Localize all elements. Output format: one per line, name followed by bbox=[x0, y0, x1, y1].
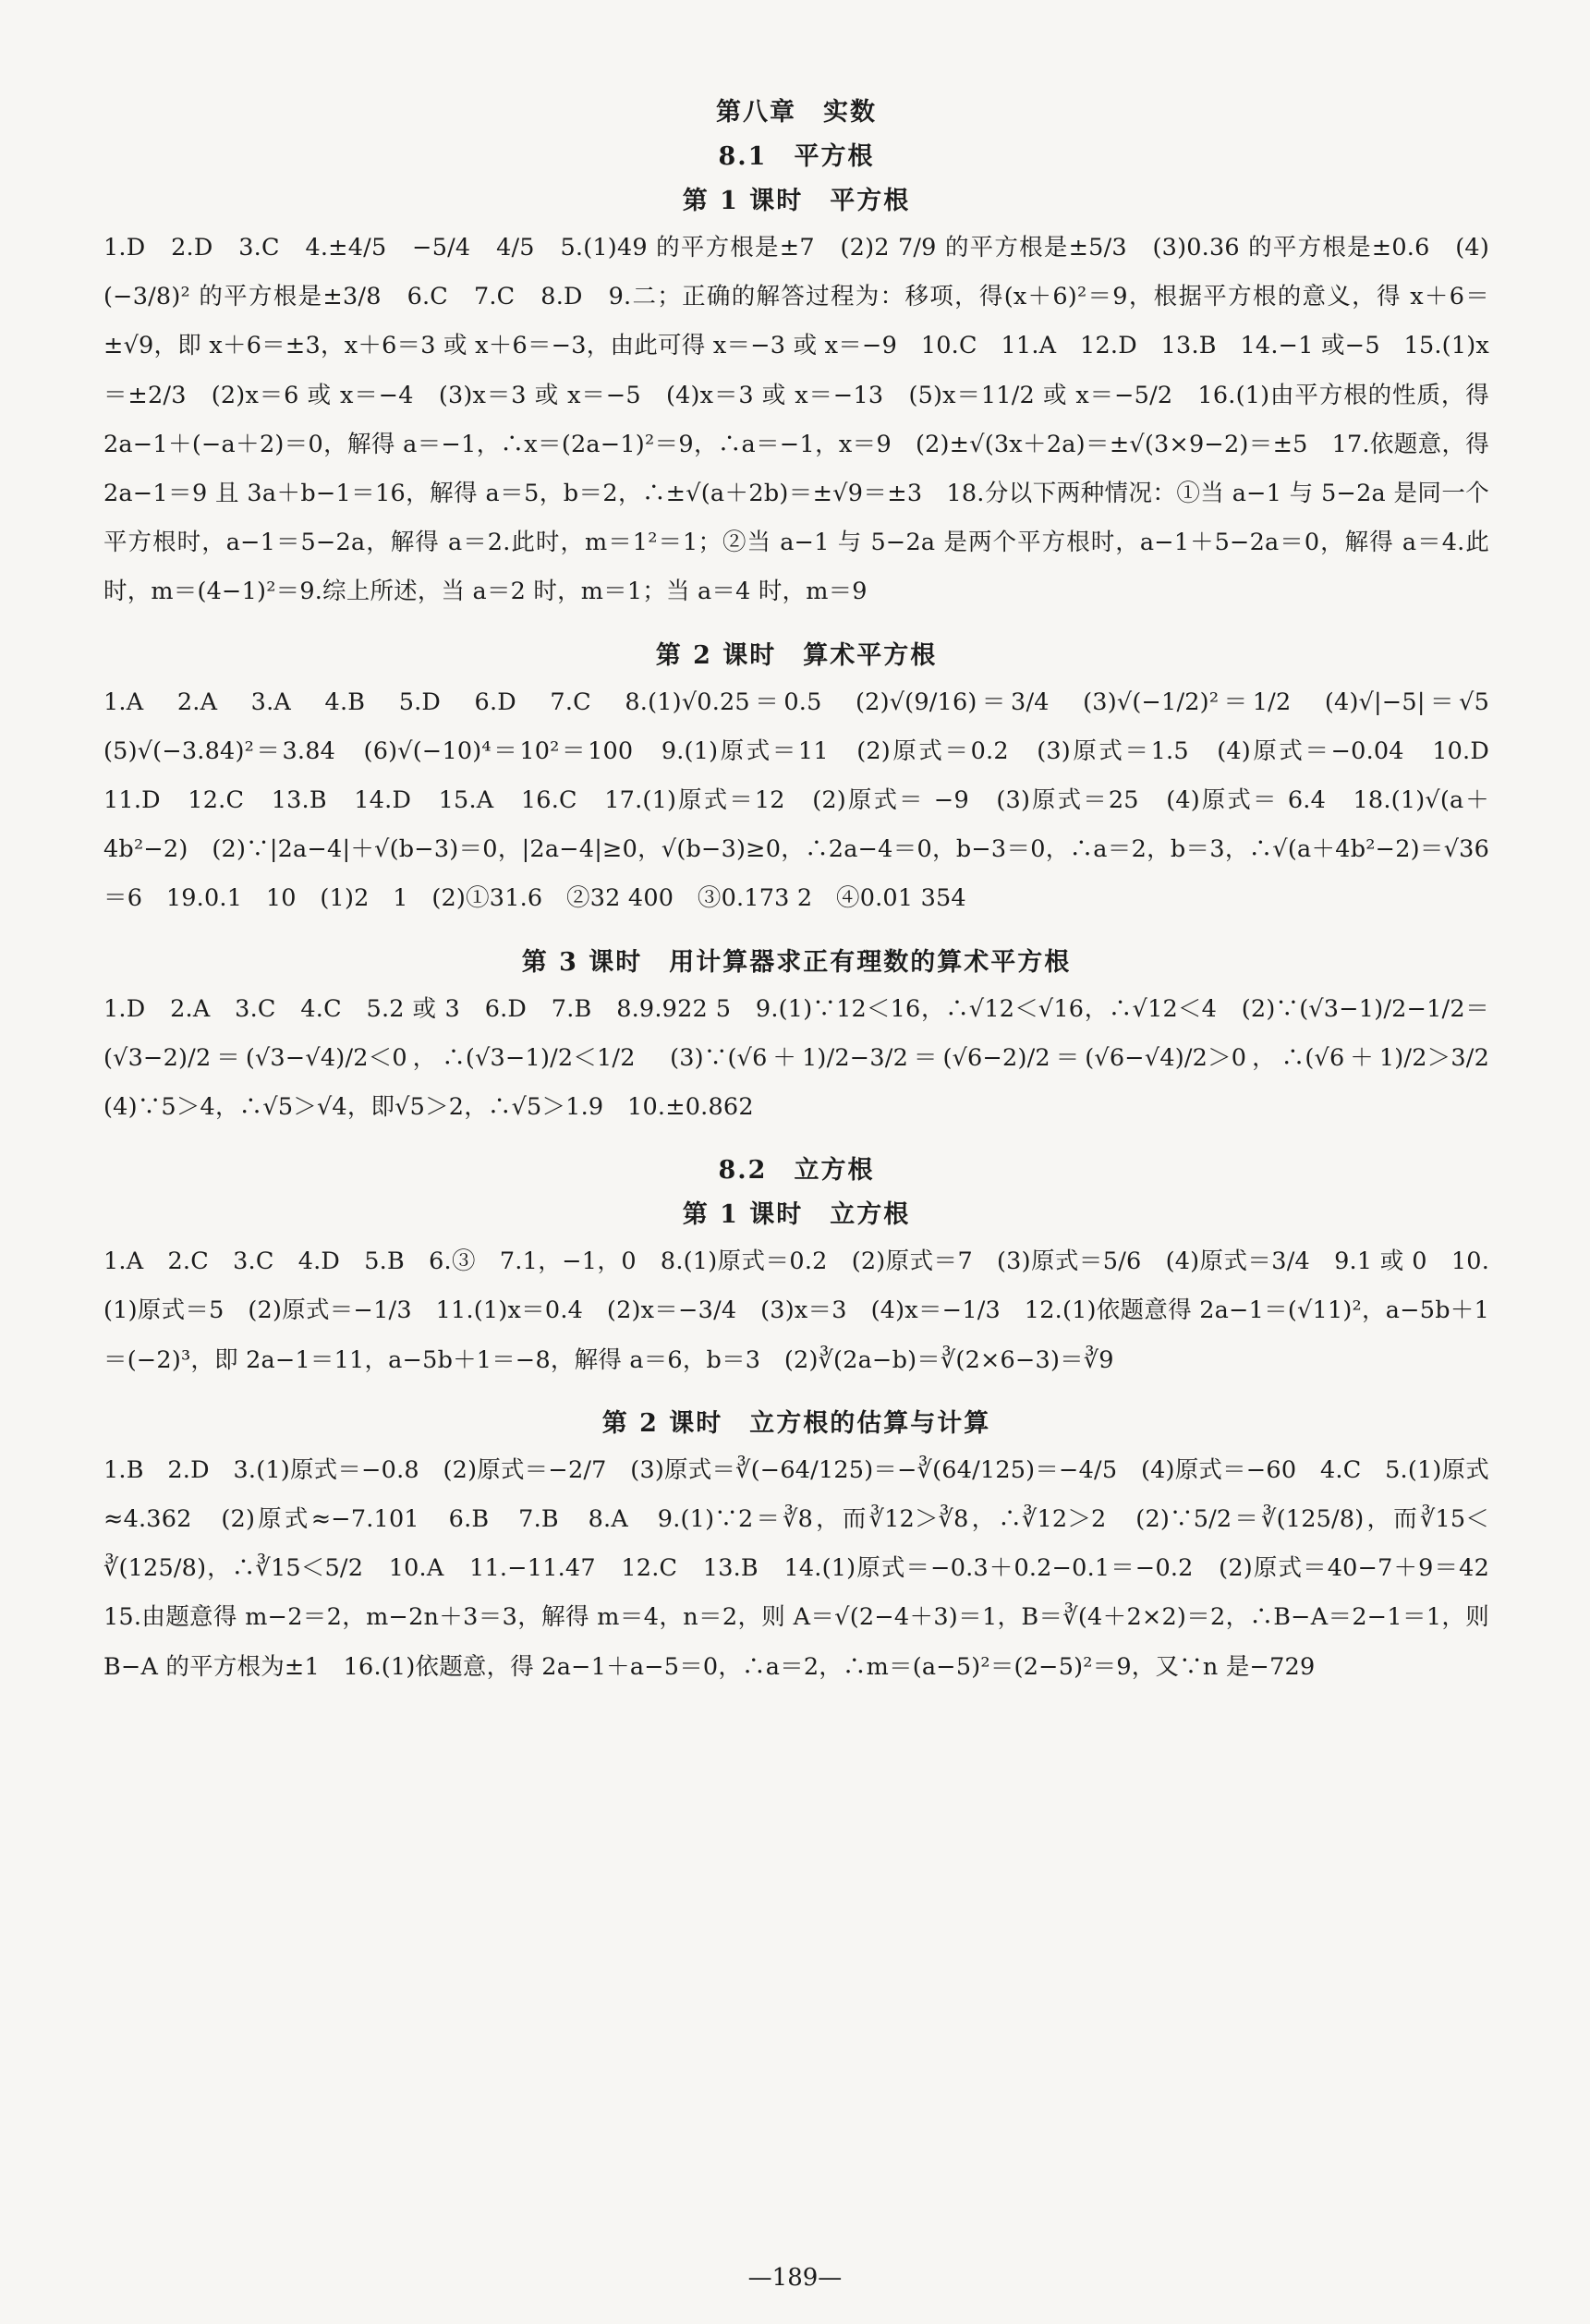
lesson-title-8-2-1: 第 1 课时 立方根 bbox=[682, 1200, 911, 1230]
chapter-title: 第八章 实数 bbox=[716, 98, 877, 127]
answers-8-2-2: 1.B 2.D 3.(1)原式＝−0.8 (2)原式＝−2/7 (3)原式＝∛(−64/125)＝−∛(64/125)＝−4/5 (4)原式＝−60 4.C 5.(1)原式≈4.362 (2)原式≈−7.101 6.B 7.B 8.A 9.(1)∵2＝∛8，而∛12＞∛8，∴∛12＞2 (2)∵5/2＝∛(125/8)，而∛15＜∛(125/8)，∴∛15＜5/2 10.A 11.−11.47 12.C 13.B 14.(1)原式＝−0.3＋0.2−0.1＝−0.2 (2)原式＝40−7＋9＝42 15.由题意得 m−2＝2，m−2n＋3＝3，解得 m＝4，n＝2，则 A＝√(2−4＋3)＝1，B＝∛(4＋2×2)＝2，∴B−A＝2−1＝1，则 B−A 的平方根为±1 16.(1)依题意，得 2a−1＋a−5＝0，∴a＝2，∴m＝(a−5)²＝(2−5)²＝9，又∵n 是−729 bbox=[103, 1455, 1513, 1681]
answers-8-1-3: 1.D 2.A 3.C 4.C 5.2 或 3 6.D 7.B 8.9.922 5 9.(1)∵12＜16，∴√12＜√16，∴√12＜4 (2)∵(√3−1)/2−1/2＝(√3−2)/2＝(√3−√4)/2＜0，∴(√3−1)/2＜1/2 (3)∵(√6＋1)/2−3/2＝(√6−2)/2＝(√6−√4)/2＞0，∴(√6＋1)/2＞3/2 (4)∵5＞4，∴√5＞√4，即√5＞2，∴√5＞1.9 10.±0.862 bbox=[103, 994, 1513, 1122]
section-title-8-2: 8.2 立方根 bbox=[718, 1156, 875, 1186]
lesson-title-8-2-2: 第 2 课时 立方根的估算与计算 bbox=[601, 1408, 991, 1438]
answers-8-1-2: 1.A 2.A 3.A 4.B 5.D 6.D 7.C 8.(1)√0.25＝0.5 (2)√(9/16)＝3/4 (3)√(−1/2)²＝1/2 (4)√|−5|＝√5 (5)√(−3.84)²＝3.84 (6)√(−10)⁴＝10²＝100 9.(1)原式＝11 (2)原式＝0.2 (3)原式＝1.5 (4)原式＝−0.04 10.D 11.D 12.C 13.B 14.D 15.A 16.C 17.(1)原式＝12 (2)原式＝ −9 (3)原式＝25 (4)原式＝ 6.4 18.(1)√(a＋4b²−2) (2)∵|2a−4|＋√(b−3)＝0，|2a−4|≥0，√(b−3)≥0，∴2a−4＝0，b−3＝0，∴a＝2，b＝3，∴√(a＋4b²−2)＝√36＝6 19.0.1 10 (1)2 1 (2)①31.6 ②32 400 ③0.173 2 ④0.01 354 bbox=[103, 687, 1513, 913]
page-content bbox=[103, 91, 1513, 1692]
page-number: —189— bbox=[747, 2264, 843, 2292]
answers-8-1-1: 1.D 2.D 3.C 4.±4/5 −5/4 4/5 5.(1)49 的平方根是±7 (2)2 7/9 的平方根是±5/3 (3)0.36 的平方根是±0.6 (4)(−3/8)² 的平方根是±3/8 6.C 7.C 8.D 9.二；正确的解答过程为：移项，得(x＋6)²＝9，根据平方根的意义，得 x＋6＝±√9，即 x＋6＝±3，x＋6＝3 或 x＋6＝−3，由此可得 x＝−3 或 x＝−9 10.C 11.A 12.D 13.B 14.−1 或−5 15.(1)x＝±2/3 (2)x＝6 或 x＝−4 (3)x＝3 或 x＝−5 (4)x＝3 或 x＝−13 (5)x＝11/2 或 x＝−5/2 16.(1)由平方根的性质，得 2a−1＋(−a＋2)＝0，解得 a＝−1，∴x＝(2a−1)²＝9，∴a＝−1，x＝9 (2)±√(3x＋2a)＝±√(3×9−2)＝±5 17.依题意，得 2a−1＝9 且 3a＋b−1＝16，解得 a＝5，b＝2，∴±√(a＋2b)＝±√9＝±3 18.分以下两种情况：①当 a−1 与 5−2a 是同一个平方根时，a−1＝5−2a，解得 a＝2.此时，m＝1²＝1；②当 a−1 与 5−2a 是两个平方根时，a−1＋5−2a＝0，解得 a＝4.此时，m＝(4−1)²＝9.综上所述，当 a＝2 时，m＝1；当 a＝4 时，m＝9 bbox=[103, 234, 1489, 606]
lesson-title-8-1-3: 第 3 课时 用计算器求正有理数的算术平方根 bbox=[521, 947, 1072, 977]
lesson-title-8-1-2: 第 2 课时 算术平方根 bbox=[655, 640, 938, 670]
answers-8-2-1: 1.A 2.C 3.C 4.D 5.B 6.③ 7.1，−1，0 8.(1)原式＝0.2 (2)原式＝7 (3)原式＝5/6 (4)原式＝3/4 9.1 或 0 10.(1)原式＝5 (2)原式＝−1/3 11.(1)x＝0.4 (2)x＝−3/4 (3)x＝3 (4)x＝−1/3 12.(1)依题意得 2a−1＝(√11)²，a−5b＋1＝(−2)³，即 2a−1＝11，a−5b＋1＝−8，解得 a＝6，b＝3 (2)∛(2a−b)＝∛(2×6−3)＝∛9 bbox=[103, 1247, 1489, 1374]
section-title-8-1: 8.1 平方根 bbox=[718, 142, 875, 171]
lesson-title-8-1-1: 第 1 课时 平方根 bbox=[682, 187, 911, 215]
